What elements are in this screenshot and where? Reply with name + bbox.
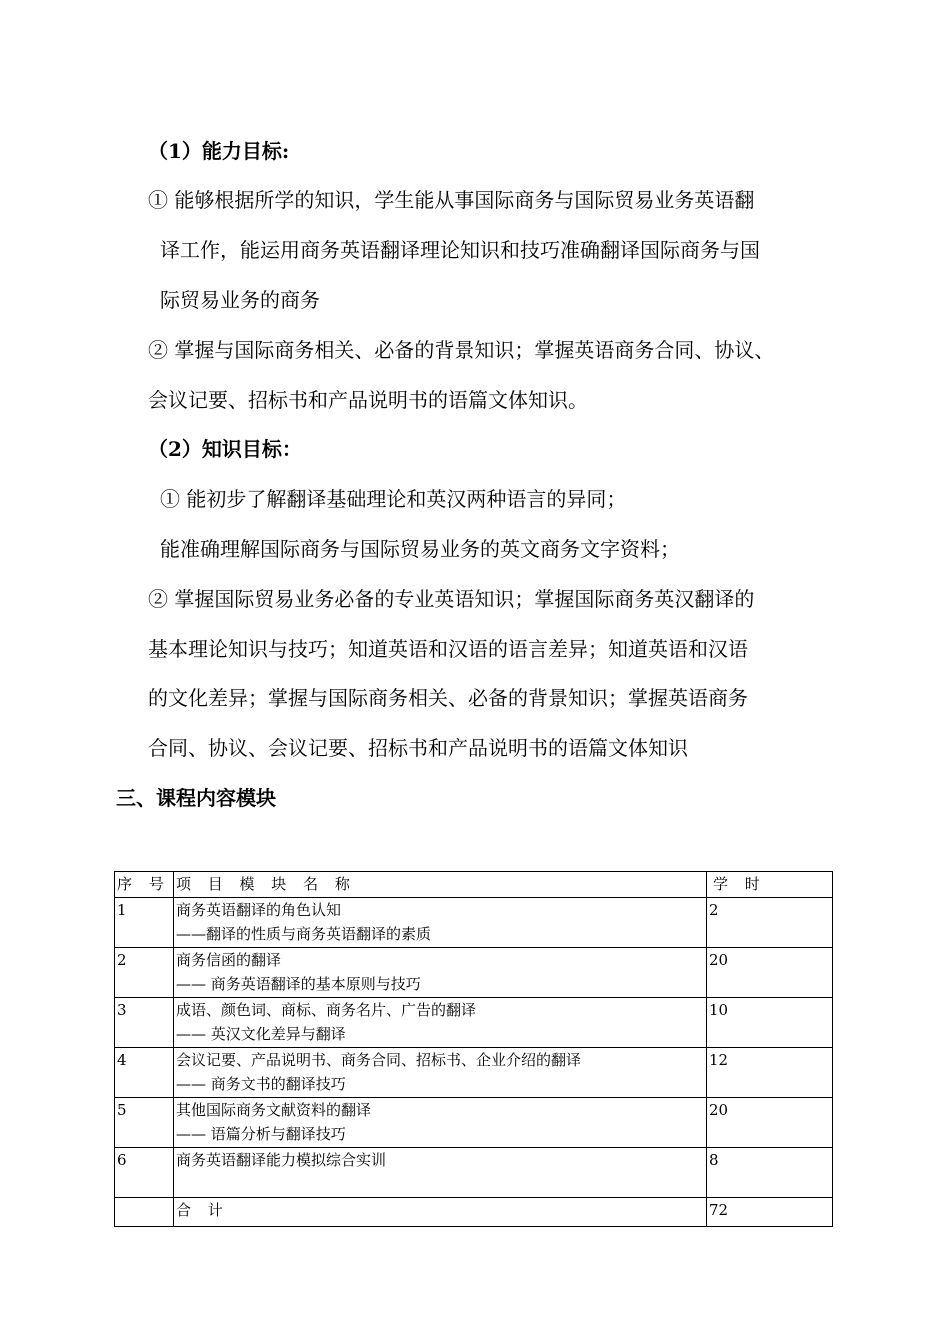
ability-line: 译工作，能运用商务英语翻译理论知识和技巧准确翻译国际商务与国: [160, 238, 760, 262]
row-hours: 8: [707, 1148, 833, 1198]
header-module-name: 项 目 模 块 名 称: [174, 872, 707, 898]
module-subtitle: —— 商务英语翻译的基本原则与技巧: [176, 975, 421, 993]
row-number: 1: [115, 898, 174, 948]
knowledge-line: ② 掌握国际贸易业务必备的专业英语知识；掌握国际商务英汉翻译的: [148, 587, 755, 611]
module-title: 商务信函的翻译: [176, 951, 282, 969]
table-row: [115, 898, 833, 948]
total-empty-cell: [115, 1198, 174, 1227]
row-number: 2: [115, 948, 174, 998]
row-number: 5: [115, 1098, 174, 1148]
row-number: 3: [115, 998, 174, 1048]
table-row: [115, 948, 833, 998]
knowledge-heading: （2）知识目标：: [148, 437, 302, 461]
module-title: 会议记要、产品说明书、商务合同、招标书、企业介绍的翻译: [176, 1051, 582, 1069]
module-subtitle: —— 语篇分析与翻译技巧: [176, 1125, 346, 1143]
module-title: 商务英语翻译的角色认知: [176, 901, 342, 919]
ability-line: ① 能够根据所学的知识，学生能从事国际商务与国际贸易业务英语翻: [148, 188, 755, 212]
ability-heading: （1）能力目标:: [148, 139, 290, 163]
row-module: [174, 948, 707, 998]
knowledge-line: ① 能初步了解翻译基础理论和英汉两种语言的异同；: [160, 487, 627, 511]
knowledge-line: 能准确理解国际商务与国际贸易业务的英文商务文字资料；: [160, 537, 680, 561]
total-label: 合 计: [174, 1198, 707, 1227]
course-module-table: [114, 871, 833, 1227]
module-subtitle: —— 商务文书的翻译技巧: [176, 1075, 346, 1093]
table-header-row: [115, 872, 833, 898]
row-hours: 20: [707, 1098, 833, 1148]
row-hours: 10: [707, 998, 833, 1048]
header-number: 序 号: [115, 872, 174, 898]
module-title: 成语、颜色词、商标、商务名片、广告的翻译: [176, 1001, 477, 1019]
row-module: [174, 1148, 707, 1198]
table-row: [115, 1148, 833, 1198]
row-number: 6: [115, 1148, 174, 1198]
table-row: [115, 998, 833, 1048]
row-hours: 12: [707, 1048, 833, 1098]
table-row: [115, 1098, 833, 1148]
knowledge-line: 的文化差异；掌握与国际商务相关、必备的背景知识；掌握英语商务: [148, 686, 748, 710]
module-title: 其他国际商务文献资料的翻译: [176, 1101, 372, 1119]
total-hours: 72: [707, 1198, 833, 1227]
row-module: [174, 998, 707, 1048]
section-title: 三、课程内容模块: [116, 786, 276, 810]
ability-line: 会议记要、招标书和产品说明书的语篇文体知识。: [148, 388, 588, 412]
row-module: [174, 1048, 707, 1098]
knowledge-line: 基本理论知识与技巧；知道英语和汉语的语言差异；知道英语和汉语: [148, 637, 748, 661]
module-subtitle: ——翻译的性质与商务英语翻译的素质: [176, 925, 432, 943]
ability-line: 际贸易业务的商务: [160, 288, 320, 312]
header-hours: 学 时: [707, 872, 833, 898]
row-number: 4: [115, 1048, 174, 1098]
row-module: [174, 1098, 707, 1148]
row-hours: 20: [707, 948, 833, 998]
row-module: [174, 898, 707, 948]
module-subtitle: —— 英汉文化差异与翻译: [176, 1025, 346, 1043]
row-hours: 2: [707, 898, 833, 948]
ability-line: ② 掌握与国际商务相关、必备的背景知识；掌握英语商务合同、协议、: [148, 338, 775, 362]
table-total-row: [115, 1198, 833, 1227]
module-title: 商务英语翻译能力模拟综合实训: [176, 1151, 387, 1169]
table-row: [115, 1048, 833, 1098]
knowledge-line: 合同、协议、会议记要、招标书和产品说明书的语篇文体知识: [148, 736, 688, 760]
